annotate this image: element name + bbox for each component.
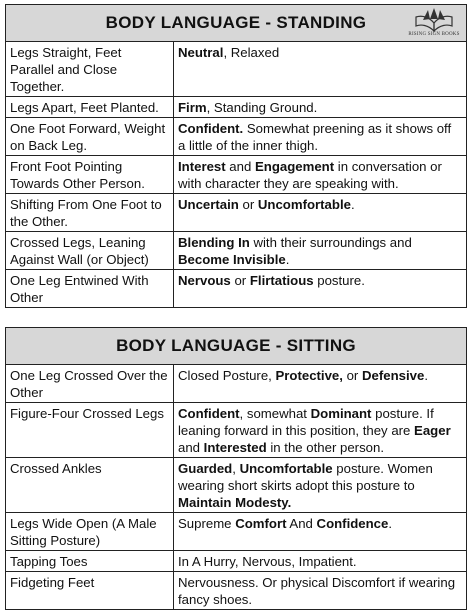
open-book-icon (414, 7, 454, 33)
emphasis-text: Interest (178, 159, 226, 174)
meaning-text: In A Hurry, Nervous, Impatient. (178, 554, 357, 569)
standing-header (6, 5, 466, 42)
sitting-rows (6, 365, 466, 609)
meaning-cell (174, 194, 466, 231)
posture-cell: Front Foot Pointing Towards Other Person. (6, 156, 174, 193)
posture-cell: Crossed Legs, Leaning Against Wall (or Object) (6, 232, 174, 269)
meaning-text: in conversation or with character they are speaking with. (178, 159, 442, 191)
table-row (6, 97, 466, 118)
posture-cell: Fidgeting Feet (6, 572, 174, 609)
emphasis-text: Confidence (316, 516, 389, 531)
sitting-title: BODY LANGUAGE - SITTING (116, 336, 356, 355)
sitting-table (5, 327, 467, 610)
meaning-text: and (178, 440, 204, 455)
rising-sign-books-logo (408, 7, 460, 41)
table-row (6, 572, 466, 609)
logo-text: RISING SIGN BOOKS (408, 32, 460, 37)
table-row (6, 42, 466, 97)
emphasis-text: Confident (178, 406, 240, 421)
posture-cell: One Foot Forward, Weight on Back Leg. (6, 118, 174, 155)
meaning-text: posture. (313, 273, 365, 288)
emphasis-text: Defensive (362, 368, 425, 383)
posture-cell: Legs Straight, Feet Parallel and Close Together. (6, 42, 174, 96)
meaning-cell (174, 572, 466, 609)
meaning-cell (174, 156, 466, 193)
table-row (6, 551, 466, 572)
meaning-text: , somewhat (239, 406, 311, 421)
table-row (6, 365, 466, 403)
meaning-cell (174, 118, 466, 155)
meaning-text: . (285, 252, 290, 267)
emphasis-text: Confident. (178, 121, 244, 136)
emphasis-text: Become Invisible (178, 252, 286, 267)
sitting-header (6, 328, 466, 365)
meaning-text: posture. Women wearing short skirts adopt this posture to (178, 461, 433, 493)
meaning-text: . (388, 516, 393, 531)
emphasis-text: Uncertain (178, 197, 239, 212)
emphasis-text: Dominant (310, 406, 372, 421)
standing-rows (6, 42, 466, 307)
meaning-cell (174, 403, 466, 457)
posture-cell: Legs Apart, Feet Planted. (6, 97, 174, 117)
emphasis-text: Comfort (235, 516, 287, 531)
emphasis-text: Firm (178, 100, 207, 115)
table-row (6, 270, 466, 307)
standing-title: BODY LANGUAGE - STANDING (105, 13, 367, 32)
meaning-text: Supreme (178, 516, 236, 531)
emphasis-text: Guarded (178, 461, 233, 476)
meaning-text: or (230, 273, 250, 288)
emphasis-text: Uncomfortable (239, 461, 333, 476)
posture-cell: Figure-Four Crossed Legs (6, 403, 174, 457)
posture-cell: One Leg Crossed Over the Other (6, 365, 174, 402)
meaning-cell (174, 551, 466, 571)
emphasis-text: Eager (414, 423, 451, 438)
meaning-cell (174, 97, 466, 117)
emphasis-text: Neutral (178, 45, 224, 60)
table-row (6, 458, 466, 513)
posture-cell: One Leg Entwined With Other (6, 270, 174, 307)
emphasis-text: Flirtatious (249, 273, 314, 288)
emphasis-text: Uncomfortable (257, 197, 351, 212)
meaning-text: or (238, 197, 258, 212)
emphasis-text: Blending In (178, 235, 250, 250)
emphasis-text: Maintain Modesty. (178, 495, 292, 510)
meaning-text: Somewhat preening as it shows off a little of the inner thigh. (178, 121, 452, 153)
emphasis-text: Interested (203, 440, 267, 455)
table-row (6, 403, 466, 458)
table-row (6, 194, 466, 232)
meaning-cell (174, 232, 466, 269)
meaning-text: And (286, 516, 317, 531)
meaning-text: in the other person. (266, 440, 384, 455)
meaning-text: , Standing Ground. (206, 100, 318, 115)
meaning-text: posture. If leaning forward in this position, they are (178, 406, 434, 438)
meaning-text: . (350, 197, 355, 212)
posture-cell: Tapping Toes (6, 551, 174, 571)
emphasis-text: Nervous (178, 273, 231, 288)
emphasis-text: Protective, (275, 368, 343, 383)
posture-cell: Crossed Ankles (6, 458, 174, 512)
emphasis-text: Engagement (254, 159, 335, 174)
meaning-text: and (225, 159, 255, 174)
meaning-text: . (424, 368, 428, 383)
meaning-cell (174, 365, 466, 402)
meaning-text: Closed Posture, (178, 368, 276, 383)
table-row (6, 118, 466, 156)
posture-cell: Shifting From One Foot to the Other. (6, 194, 174, 231)
meaning-text: with their surroundings and (249, 235, 412, 250)
table-row (6, 232, 466, 270)
meaning-text: Nervousness. Or physical Discomfort if wearing fancy shoes. (178, 575, 456, 607)
table-row (6, 156, 466, 194)
posture-cell: Legs Wide Open (A Male Sitting Posture) (6, 513, 174, 550)
meaning-text: , Relaxed (223, 45, 280, 60)
meaning-cell (174, 42, 466, 96)
meaning-cell (174, 458, 466, 512)
standing-table (5, 4, 467, 308)
meaning-text: , (232, 461, 240, 476)
meaning-text: or (342, 368, 362, 383)
meaning-cell (174, 270, 466, 307)
table-row (6, 513, 466, 551)
meaning-cell (174, 513, 466, 550)
